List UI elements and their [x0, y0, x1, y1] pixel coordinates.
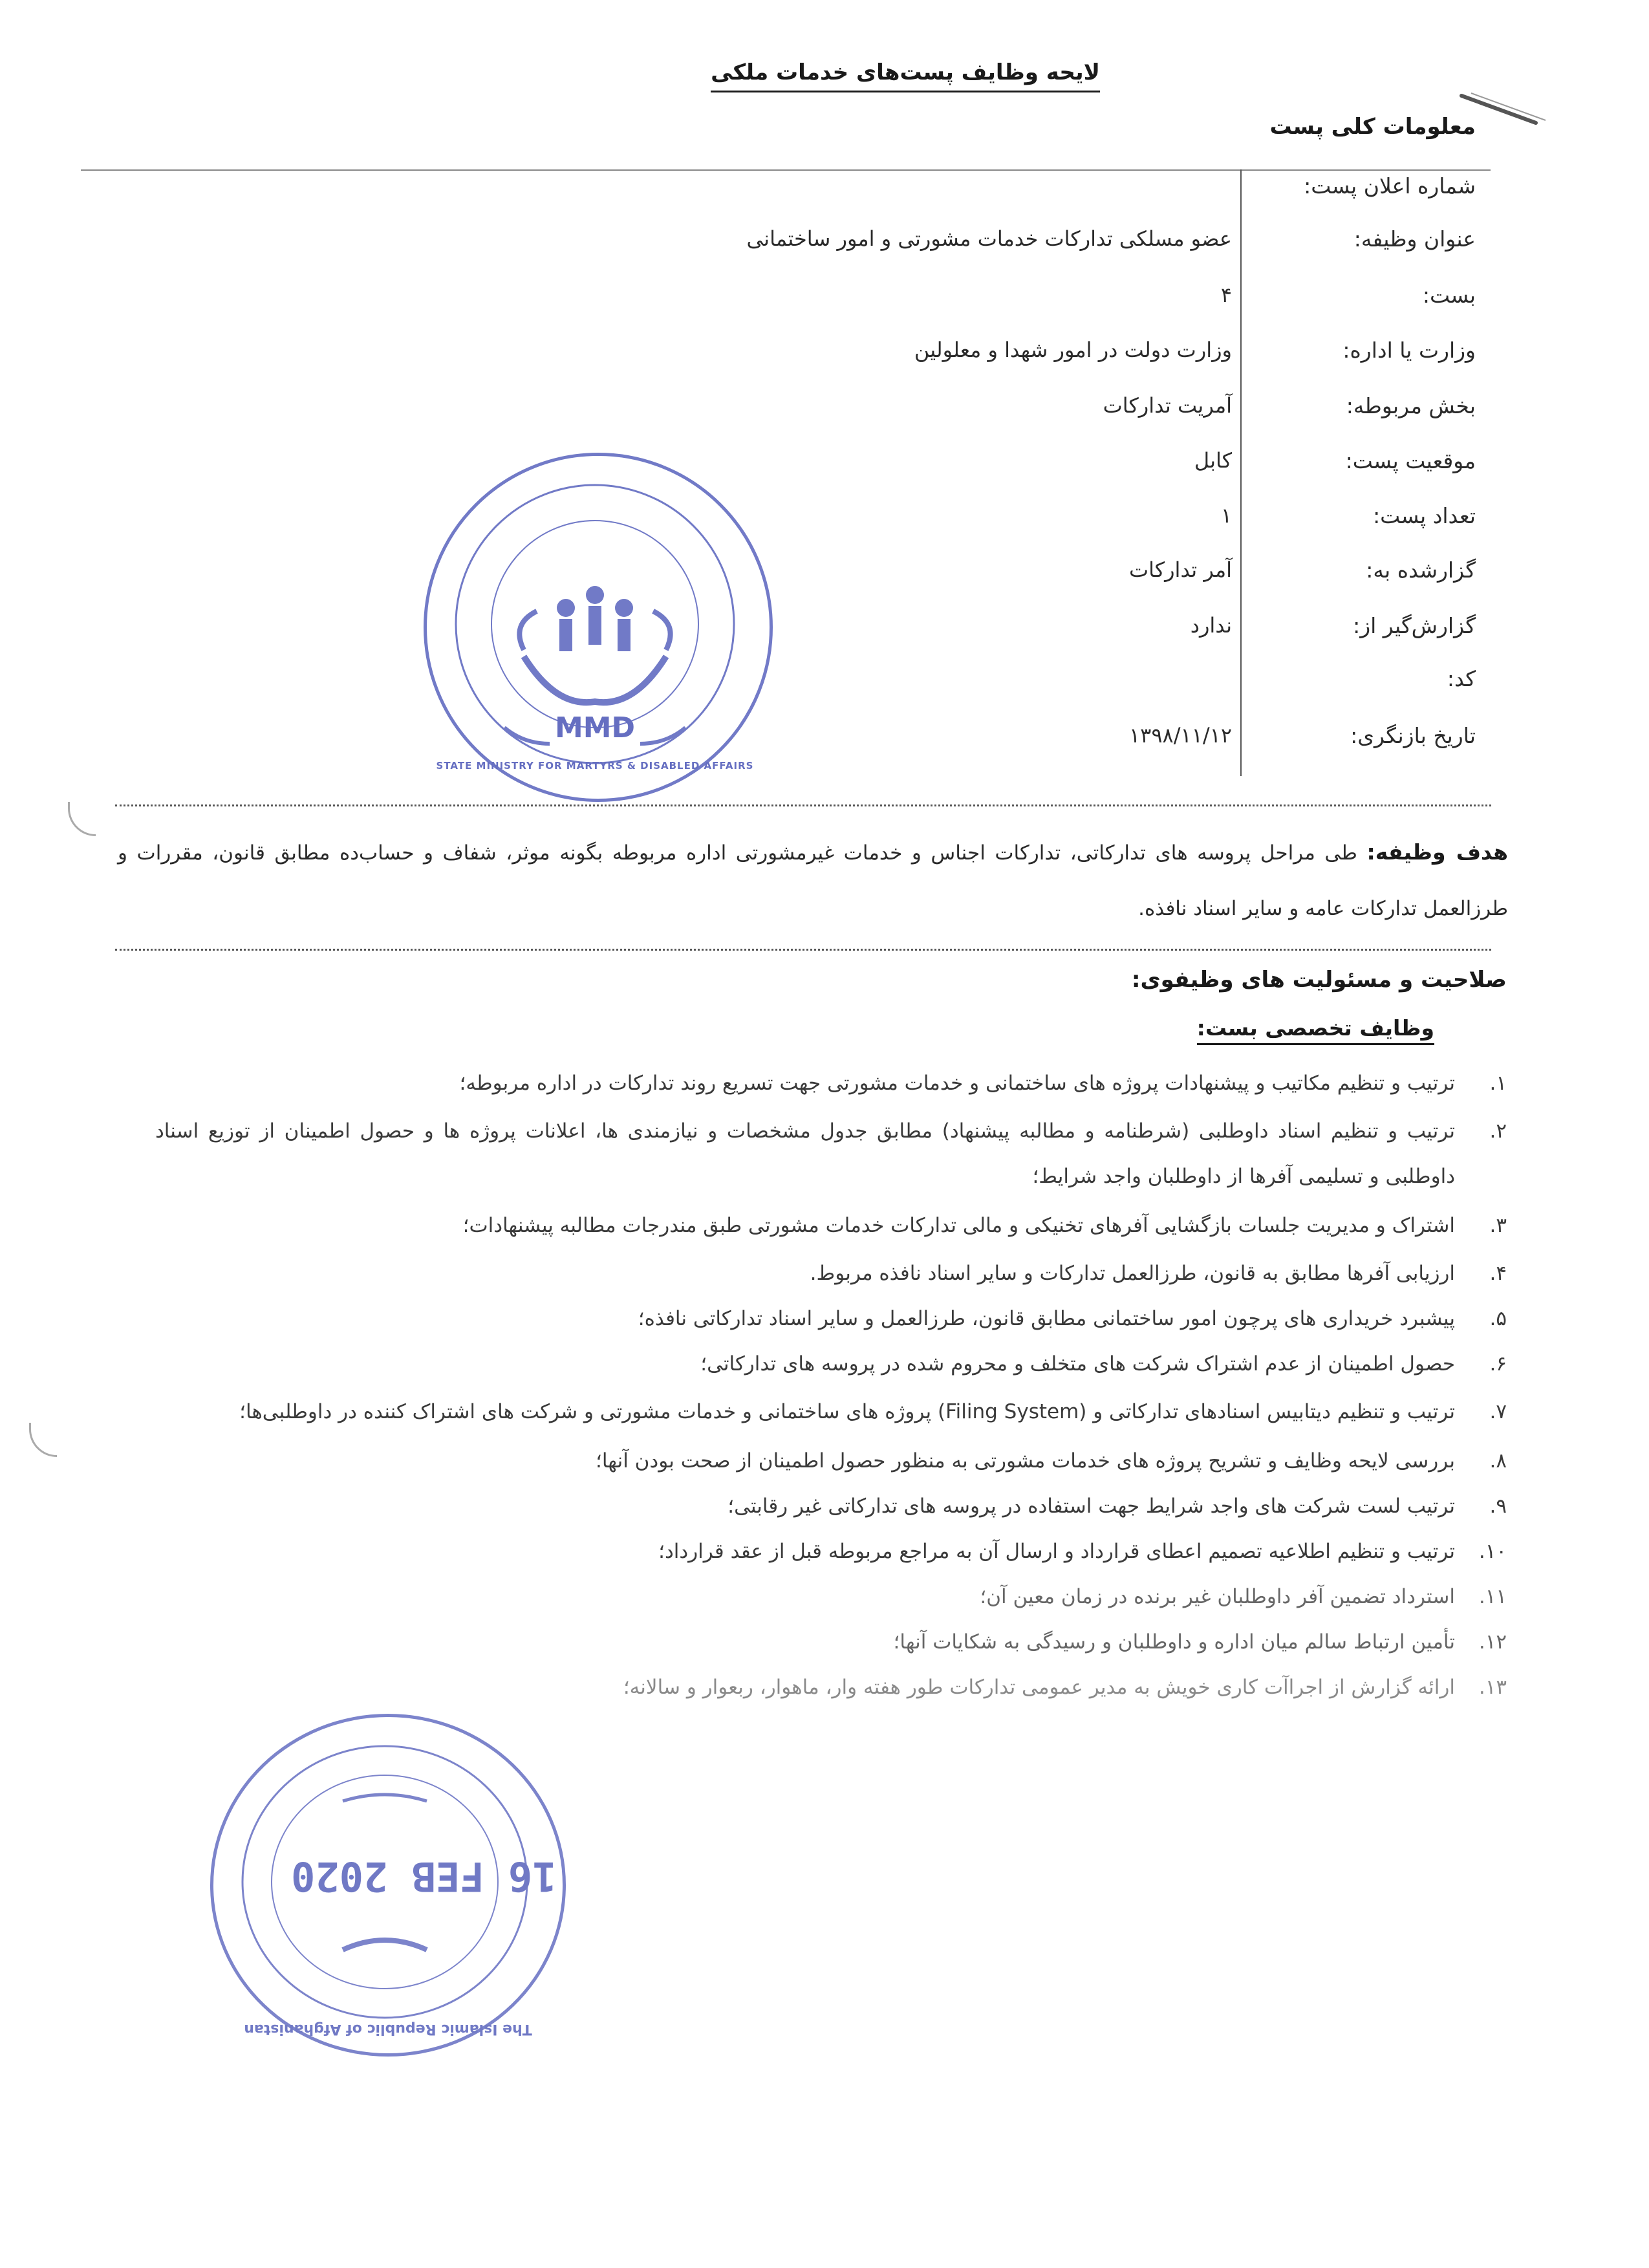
info-label: شماره اعلان پست:: [1304, 173, 1476, 199]
duty-text: اشتراک و مدیریت جلسات بازگشایی آفرهای تخنیکی و مالی تدارکات خدمات مشورتی طبق مندرجات مطالبه پیشنهادات؛: [462, 1214, 1455, 1237]
list-item: [155, 1203, 1507, 1248]
info-row-supervises: [0, 613, 1649, 652]
duty-text: استرداد تضمین آفر داوطلبان غیر برنده در زمان معین آن؛: [980, 1585, 1455, 1608]
duty-text: ترتیب و تنظیم مکاتیب و پیشنهادات پروژه های ساختمانی و خدمات مشورتی جهت تسریع روند تدارکات در اداره مربوطه؛: [459, 1072, 1455, 1095]
duty-text: ترتیب و تنظیم دیتابیس اسنادهای تدارکاتی و (Filing System) پروژه های ساختمانی و خدمات مشورتی و شرکت های اشتراک کننده در داوطلبی‌ها؛: [239, 1400, 1455, 1423]
info-row-review-date: [0, 723, 1649, 762]
info-label: کد:: [1447, 666, 1476, 691]
info-row-department: [0, 393, 1649, 432]
list-item: [155, 1251, 1507, 1296]
list-item: [155, 1341, 1507, 1387]
duty-text: ارائه گزارش از اجراآت کاری خویش به مدیر عمومی تدارکات طور هفته وار، ماهوار، ربعوار و سالانه؛: [623, 1676, 1455, 1699]
info-row-announcement-number: [0, 173, 1649, 212]
scan-mark: [29, 1423, 57, 1457]
duty-number: ۵.: [1489, 1307, 1507, 1330]
info-label: تعداد پست:: [1373, 503, 1476, 528]
info-row-code: [0, 666, 1649, 705]
job-purpose-label: هدف وظیفه:: [1366, 839, 1508, 865]
duty-text: بررسی لایحه وظایف و تشریح پروژه های خدمات مشورتی به منظور حصول اطمینان از صحت بودن آنها؛: [595, 1449, 1455, 1473]
info-row-job-title: [0, 226, 1649, 265]
duty-number: ۱.: [1489, 1072, 1507, 1095]
duty-text: حصول اطمینان از عدم اشتراک شرکت های متخلف و محروم شده در پروسه های تدارکاتی؛: [700, 1352, 1455, 1376]
info-label: تاریخ بازنگری:: [1350, 723, 1476, 748]
duties-heading: وظایف تخصصی بست:: [1197, 1015, 1434, 1045]
seal-ring-text: STATE MINISTRY FOR MARTYRS & DISABLED AFFAIRS: [436, 760, 754, 772]
duty-number: ۶.: [1489, 1352, 1507, 1376]
duty-text: پیشبرد خریداری های پرچون امور ساختمانی مطابق قانون، طرزالعمل و سایر اسناد تدارکاتی نافذه؛: [638, 1307, 1455, 1330]
duty-number: ۹.: [1489, 1495, 1507, 1518]
dotted-separator-2: [115, 949, 1491, 951]
list-item: [155, 1665, 1507, 1710]
info-value: ندارد: [1190, 613, 1232, 638]
info-value: آمریت تدارکات: [1103, 393, 1232, 418]
list-item: [155, 1619, 1507, 1665]
duty-text: تأمین ارتباط سالم میان اداره و داوطلبان و رسیدگی به شکایات آنها؛: [893, 1630, 1455, 1654]
duty-number: ۱۲.: [1478, 1630, 1507, 1654]
info-value: ۱۳۹۸/۱۱/۱۲: [1128, 723, 1232, 748]
info-value: ۱: [1220, 503, 1232, 528]
list-item: [155, 1484, 1507, 1529]
info-value: ۴: [1220, 283, 1232, 307]
duty-number: ۱۳.: [1478, 1676, 1507, 1699]
info-label: عنوان وظیفه:: [1353, 226, 1476, 252]
duty-text: ارزیابی آفرها مطابق به قانون، طرزالعمل تدارکات و سایر اسناد نافذه مربوط.: [810, 1262, 1455, 1285]
stamp-date: 16 FEB 2020: [291, 1853, 557, 1900]
duty-text: ترتیب و تنظیم اطلاعیه تصمیم اعطای قرارداد و ارسال آن به مراجع مربوطه قبل از عقد قرارداد؛: [658, 1540, 1455, 1563]
list-item: [155, 1296, 1507, 1341]
info-row-location: [0, 448, 1649, 487]
date-received-stamp: [210, 1714, 566, 2057]
info-top-rule: [81, 169, 1491, 171]
info-label: موقعیت پست:: [1345, 448, 1476, 473]
info-row-post-count: [0, 503, 1649, 542]
info-value: کابل: [1194, 448, 1232, 473]
job-purpose: [118, 825, 1508, 936]
info-label: وزارت یا اداره:: [1342, 338, 1476, 363]
list-item: [155, 1438, 1507, 1484]
duty-number: ۱۰.: [1478, 1540, 1507, 1563]
duty-number: ۷.: [1489, 1400, 1507, 1423]
list-item: [155, 1529, 1507, 1574]
document-title-text: لایحه وظایف پست‌های خدمات ملکی: [711, 59, 1100, 92]
info-label: گزارش‌گیر از:: [1353, 613, 1476, 638]
scan-mark: [68, 802, 96, 836]
info-row-ministry: [0, 338, 1649, 376]
stamp-ring-text: The Islamic Republic of Afghanistan: [244, 2021, 532, 2037]
duty-number: ۱۱.: [1478, 1585, 1507, 1608]
document-title: [0, 59, 1649, 92]
info-label: گزارشده به:: [1366, 557, 1476, 583]
info-value: آمر تدارکات: [1128, 557, 1232, 582]
ministry-seal-stamp: [424, 453, 773, 802]
general-info-heading: معلومات کلی پست: [1269, 114, 1476, 140]
info-value: وزارت دولت در امور شهدا و معلولین: [914, 338, 1232, 362]
duty-number: ۳.: [1489, 1214, 1507, 1237]
list-item: [155, 1574, 1507, 1619]
duty-text: ترتیب لست شرکت های واجد شرایط جهت استفاده در پروسه های تدارکاتی غیر رقابتی؛: [727, 1495, 1455, 1518]
duty-number: ۴.: [1489, 1262, 1507, 1285]
list-item: [155, 1108, 1507, 1199]
duty-number: ۸.: [1489, 1449, 1507, 1473]
info-row-reports-to: [0, 557, 1649, 596]
responsibilities-heading: صلاحیت و مسئولیت های وظیفوی:: [1131, 967, 1507, 993]
seal-abbreviation: MMD: [554, 711, 636, 744]
duty-text: ترتیب و تنظیم اسناد داوطلبی (شرطنامه و مطالبه پیشنهاد) مطابق جدول مشخصات و نیازمندی ها، اعلانات پروژه ها و حصول اطمینان از توزیع اسناد داوطلبی و تسلیمی آفرها از داوطلبان واجد شرایط؛: [155, 1119, 1455, 1188]
job-purpose-text: طی مراحل پروسه های تدارکاتی، تدارکات اجناس و خدمات غیرمشورتی اداره مربوطه بگونه موثر، شفاف و حساب‌ده مطابق قانون، مقررات و طرزالعمل تدارکات عامه و سایر اسناد نافذه.: [118, 841, 1508, 920]
duties-list: [155, 1061, 1507, 1710]
info-value: عضو مسلکی تدارکات خدمات مشورتی و امور ساختمانی: [746, 226, 1232, 251]
list-item: [155, 1061, 1507, 1106]
info-label: بست:: [1422, 283, 1476, 308]
dotted-separator-1: [115, 805, 1491, 806]
duty-number: ۲.: [1489, 1119, 1507, 1143]
info-row-grade: [0, 283, 1649, 321]
info-label: بخش مربوطه:: [1346, 393, 1476, 418]
list-item: [155, 1389, 1507, 1434]
